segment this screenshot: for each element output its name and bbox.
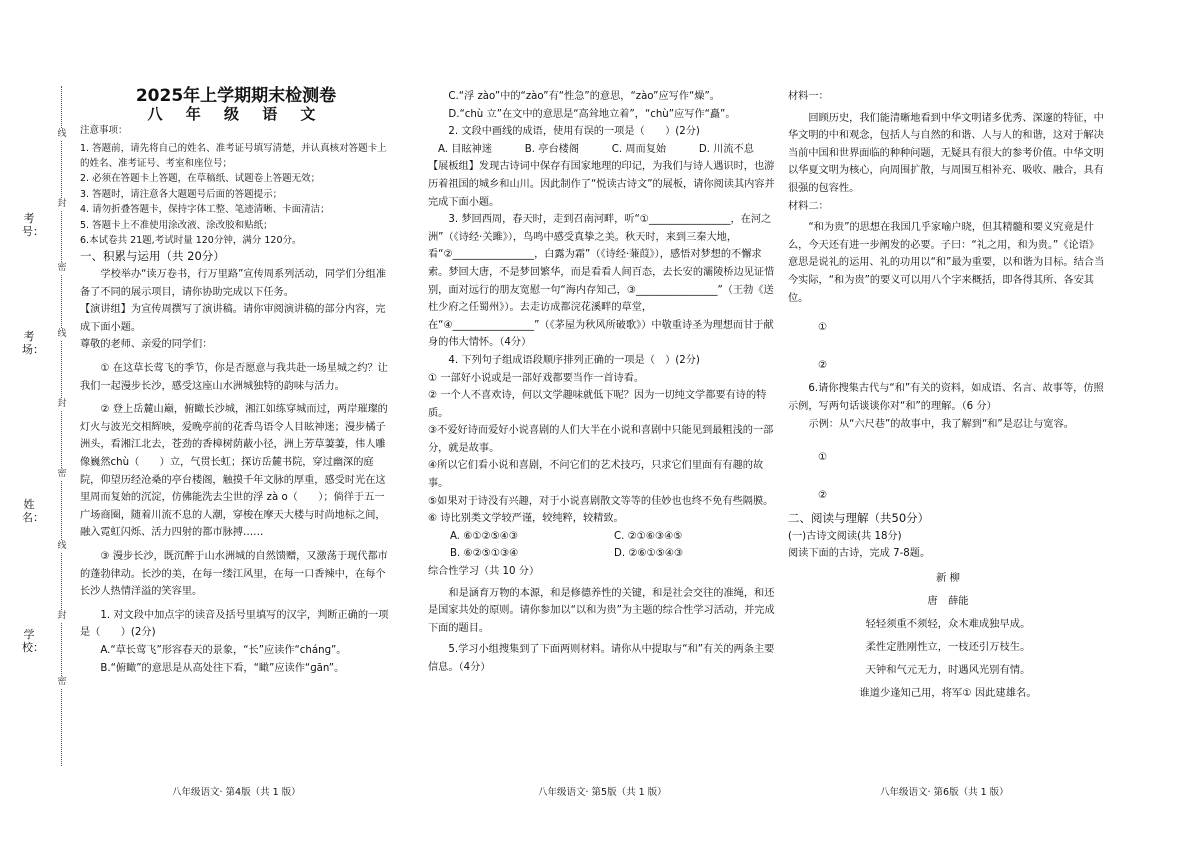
- question: 2. 文段中画线的成语，使用有误的一项是（ ）(2分): [448, 126, 700, 138]
- question: 4. 下列句子组成语段顺序排列正确的一项是（ ）(2分): [448, 354, 700, 366]
- paragraph: “和为贵”的思想在我国几乎家喻户晓，但其精髓和要义究竟是什么，今天还有进一步阐发的必要。子曰：“礼之用，和为贵。”《论语》意思是说礼的运用、礼的功用以“和”最为重要，以和谐为目标。结合当今实际，“和为贵”的要义可以用八个字来概括，即各得其所、各安其位。: [788, 222, 1105, 304]
- options-row: [428, 141, 778, 159]
- section-heading: 二、阅读与理解（共50分）: [788, 511, 930, 526]
- paragraph: 学校举办“读万卷书，行万里路”宣传周系列活动，同学们分组准备了不同的展示项目，请你协助完成以下任务。: [80, 269, 387, 298]
- exam-notes: [80, 123, 392, 248]
- example: 示例：从“六尺巷”的故事中，我了解到“和”是忍让与宽容。: [808, 418, 1074, 430]
- list-item: ① 一部好小说或是一部好戏都要当作一首诗看。: [428, 372, 645, 384]
- poem: [788, 567, 1108, 705]
- material-head: 材料一：: [788, 91, 829, 102]
- poem-title: 新 柳: [936, 572, 960, 585]
- exam-room-field: 考场：: [22, 330, 44, 356]
- paragraph: 和是涵育万物的本源，和是修德养性的关键，和是社会交往的准绳，和还是国家共处的原则。请你参加以“以和为贵”为主题的综合性学习活动，并完成下面的题目。: [428, 587, 775, 634]
- answer-blank: ①: [818, 452, 828, 464]
- list-item: ④所以它们看小说和喜剧，不问它们的艺术技巧，只求它们里面有有趣的故事。: [428, 460, 764, 490]
- paragraph: 尊敬的老师、亲爱的同学们：: [80, 339, 213, 351]
- seal-mark: 线: [57, 329, 67, 339]
- exam-title: 2025年上学期期末检测卷: [135, 86, 337, 106]
- answer-blank: ②: [818, 489, 828, 501]
- notes-head: 注意事项：: [80, 125, 128, 137]
- question: 6.请你搜集古代与“和”有关的资料，如成语、名言、故事等，仿照示例，写两句话谈谈你对“和”的理解。（6 分）: [788, 383, 1104, 412]
- question: 5.学习小组搜集到了下面两则材料。请你从中提取与“和”有关的两条主要信息。（4分）: [428, 644, 775, 673]
- list-item: ⑤如果对于诗没有兴趣，对于小说喜剧散文等等的佳妙也也终不免有些隔膜。: [428, 495, 774, 507]
- options-row: [428, 545, 778, 563]
- note-item: 1. 答题前，请先将自己的姓名、准考证号填写清楚，并认真核对答题卡上的姓名、准考证号、考室和座位号；: [80, 142, 387, 169]
- paragraph: 回顾历史，我们能清晰地看到中华文明诸多优秀、深邃的特征，中华文明的中和观念，包括人与自然的和谐、人与人的和谐，这对于解决当前中国和世界面临的种种问题，无疑具有很大的参考价值。中华文明以华夏文明为核心，向周围扩散，与周围互相补充、吸收、融合，具有很强的包容性。: [788, 112, 1104, 194]
- column-2: [428, 88, 778, 677]
- list-item: ③不爱好诗而爱好小说喜剧的人们大半在小说和喜剧中只能见到最粗浅的一部分，就是故事。: [428, 425, 774, 454]
- seal-mark: 封: [57, 199, 67, 209]
- material-head: 材料二：: [788, 200, 829, 212]
- list-item: ⑥ 诗比别类文学较严谨，较纯粹，较精致。: [428, 513, 624, 525]
- option: A. 目眩神迷: [438, 143, 493, 155]
- school-field: 学校：: [22, 628, 44, 654]
- option: D.“chù 立”在文中的意思是“高耸地立着”，“chù”应写作“矗”。: [448, 108, 736, 120]
- option: D. 川流不息: [698, 143, 754, 155]
- seal-mark: 密: [57, 677, 67, 687]
- page-footer: 八年级语文· 第5版（共 1 版）: [538, 787, 667, 798]
- paragraph: 【展板组】发现古诗词中保存有国家地理的印记，为我们与诗人遇识时，也游历着祖国的城乡和山川。因此制作了“悦读古诗文”的展板，请你阅读其内容并完成下面小题。: [428, 161, 775, 208]
- option: D. ②⑥①⑤④③: [614, 548, 684, 560]
- options-row: [428, 528, 778, 546]
- option: C.“浮 zào”中的“zào”有“性急”的意思，“zào”应写作“燥”。: [448, 91, 720, 102]
- poem-line: 柔性定胜刚性立，一枝还引万枝生。: [865, 641, 1031, 654]
- poem-line: 天钟和气元无力，时遇风光别有情。: [865, 664, 1031, 677]
- poem-line: 轻轻须重不须轻，众木难成独早成。: [865, 618, 1031, 631]
- seal-mark: 线: [57, 541, 67, 551]
- binding-margin: [0, 0, 70, 848]
- section-heading: 综合性学习（共 10 分）: [428, 566, 540, 578]
- option: C. ②①⑥③④⑤: [614, 530, 683, 542]
- option: B. ⑥②⑤①③④: [450, 548, 519, 560]
- option: A.“草长莺飞”形容春天的景象，“长”应读作“chánɡ”。: [100, 644, 347, 656]
- option: B. 亭台楼阁: [524, 143, 580, 155]
- name-field: 姓名：: [22, 498, 44, 524]
- column-1: [80, 88, 392, 677]
- paragraph: ② 登上岳麓山巅，俯瞰长沙城，湘江如练穿城而过，两岸璀璨的灯火与波光交相辉映，爱晚亭前的花香鸟语令人目眩神迷；漫步橘子洲头，看湘江北去，苍劲的香樟树荫蔽小径，洲上芳草萋萋，伟人雕像巍然chù（ ）立，气贯长虹；探访岳麓书院，穿过幽深的庭院，仰望历经沧桑的亭台楼阁，触摸千年文脉的厚重，感受时光在这里周而复始的沉淀，仿佛能洗去尘世的浮 zà o（ ）；倘徉于五一广场商圈，随着川流不息的人潮，穿梭在摩天大楼与时尚地标之间，融入霓虹闪烁、活力四射的都市脉搏……: [80, 404, 388, 539]
- exam-number-field: 考号：: [22, 212, 44, 238]
- option: B.“俯瞰”的意思是从高处往下看，“瞰”应读作“ɡān”。: [100, 662, 345, 674]
- paragraph: 阅读下面的古诗，完成 7-8题。: [788, 548, 931, 560]
- seal-mark: 线: [57, 129, 67, 139]
- seal-mark: 封: [57, 611, 67, 621]
- question: 1. 对文段中加点字的读音及括号里填写的汉字，判断正确的一项是（ ）(2分): [80, 609, 389, 639]
- poem-line: 谁道少逢知己用，将军① 因此建雄名。: [859, 687, 1037, 700]
- seal-mark: 封: [57, 399, 67, 409]
- paragraph: ③ 漫步长沙，既沉醉于山水洲城的自然馈赠，又激荡于现代都市的蓬勃律动。长沙的美，在每一缕江风里，在每一口香辣中，在每个长沙人热情洋溢的笑容里。: [80, 550, 388, 598]
- binding-line: [61, 86, 62, 766]
- section-heading: 一、积累与运用（共 20分）: [80, 249, 225, 264]
- option: A. ⑥①②⑤④③: [450, 530, 519, 542]
- option: C. 周而复始: [611, 143, 667, 155]
- seal-mark: 密: [57, 263, 67, 273]
- answer-blank: ②: [818, 359, 828, 371]
- question: 3. 梦回西周，春天时，走到召南河畔，听“①________________，在河之洲”（《诗经·关雎》），鸟鸣中感受真挚之美。秋天时，来到三秦大地，看“②________________，白露为霜”（《诗经·蒹葭》），感悟对梦想的不懈求索。梦回大唐，不是梦回繁华，而是看看人间百态，去长安的灞陵桥边见证惜别，面对远行的朋友宽慰一句“海内存知己，③________________”（王勃《送杜少府之任蜀州》）。去走访成都浣花溪畔的草堂，在“④________________”（《茅屋为秋风所破歌》）中敬重诗圣为理想而甘于献身的伟大情怀。（4分）: [428, 214, 775, 349]
- answer-blank: ①: [818, 322, 828, 334]
- subsection-heading: (一)古诗文阅读(共 18分): [788, 530, 902, 542]
- note-item: 6.本试卷共 21题,考试时量 120分钟，满分 120分。: [80, 235, 302, 247]
- list-item: ② 一个人不喜欢诗，何以文学趣味就低下呢？因为一切纯文学都要有诗的特质。: [428, 390, 767, 419]
- poem-author: 唐 薛能: [927, 595, 969, 608]
- note-item: 3. 答题时，请注意各大题题号后面的答题提示；: [80, 188, 283, 200]
- note-item: 2. 必须在答题卡上答题，在草稿纸、试题卷上答题无效；: [80, 173, 321, 185]
- exam-subtitle: 八 年 级 语 文: [147, 104, 325, 123]
- paragraph: ① 在这草长莺飞的季节，你是否愿意与我共赴一场星城之约？让我们一起漫步长沙，感受这座山水洲城独特的韵味与活力。: [80, 363, 388, 392]
- page-footer: 八年级语文· 第6版（共 1 版）: [880, 787, 1009, 798]
- seal-mark: 密: [57, 469, 67, 479]
- note-item: 4. 请勿折叠答题卡，保持字体工整、笔迹清晰、卡面清洁；: [80, 204, 330, 216]
- paragraph: 【演讲组】为宣传周撰写了演讲稿。请你审阅演讲稿的部分内容，完成下面小题。: [80, 304, 386, 333]
- page-footer: 八年级语文· 第4版（共 1 版）: [172, 787, 301, 798]
- column-3: [788, 88, 1108, 705]
- note-item: 5. 答题卡上不准使用涂改液、涂改胶和贴纸；: [80, 219, 273, 231]
